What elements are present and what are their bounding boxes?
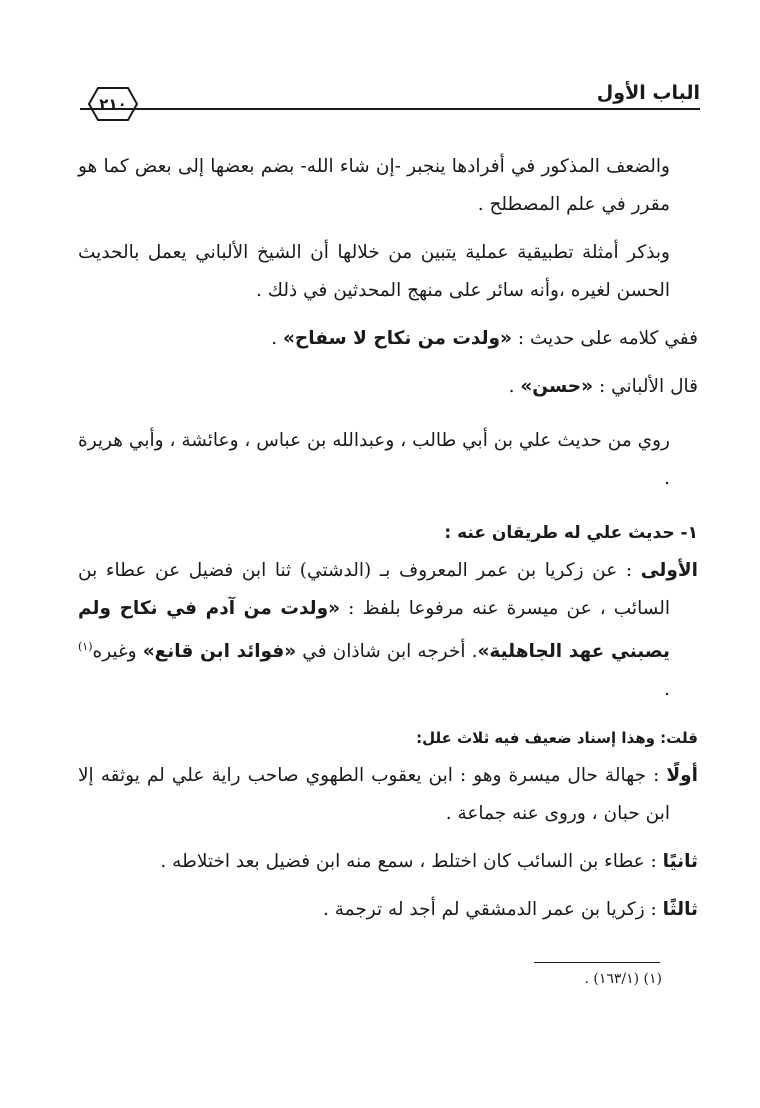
text: : جهالة حال ميسرة وهو : ابن يعقوب الطهوي صاحب راية علي لم يوثقه إلا ابن حبان ، وروى عنه جماعة .	[78, 765, 670, 825]
text: : عطاء بن السائب كان اختلط ، سمع منه ابن فضيل بعد اختلاطه .	[160, 851, 663, 873]
text: وغيره	[92, 641, 143, 663]
subsection-heading: قلت: وهذا إسناد ضعيف فيه ثلاث علل:	[416, 729, 698, 748]
chapter-title: الباب الأول	[596, 82, 700, 104]
paragraph-third-defect	[78, 891, 698, 929]
hadith-quote: «ولدت من آدم في نكاح ولم يصبني عهد الجاهلية»	[78, 598, 670, 663]
paragraph-hadith-intro	[78, 320, 698, 358]
paragraph-text: وبذكر أمثلة تطبيقية عملية يتبين من خلالها أن الشيخ الألباني يعمل بالحديث الحسن لغيره ،وأنه سائر على منهج المحدثين في ذلك .	[78, 242, 670, 301]
lead-word: ثانيًا	[662, 851, 698, 873]
text: : عن زكريا بن عمر المعروف بـ (الدشتي) ثنا ابن فضيل عن عطاء بن السائب ، عن ميسرة عنه مرفوعا بلفظ :	[78, 560, 670, 619]
text: .	[271, 328, 283, 349]
page-body	[78, 148, 698, 929]
footnote-area	[534, 962, 662, 987]
header-rule	[80, 108, 700, 110]
paragraph-second-defect	[78, 843, 698, 881]
text: . أخرجه ابن شاذان في	[296, 641, 478, 663]
footnote-rule	[534, 962, 660, 963]
text: .	[508, 376, 521, 397]
paragraph-albani-verdict	[78, 368, 698, 406]
text: ففي كلامه على حديث :	[512, 328, 698, 349]
text: قال الألباني :	[593, 376, 698, 397]
lead-word: الأولى	[640, 560, 698, 581]
page-header	[80, 78, 700, 124]
paragraph-weakness	[78, 148, 698, 224]
lead-word: ثالثًا	[662, 899, 698, 921]
lead-word: أولًا	[666, 765, 698, 787]
page-number-badge	[88, 86, 138, 122]
footnote-text: (١) (١٦٣/١) .	[584, 971, 662, 987]
paragraph-narrators	[78, 422, 698, 498]
paragraph-text: والضعف المذكور في أفرادها ينجبر -إن شاء الله- بضم بعضها إلى بعض كما هو مقرر في علم المصطلح .	[78, 156, 670, 215]
text: .	[664, 679, 670, 701]
book-title: «فوائد ابن قانع»	[142, 641, 297, 663]
section-heading: ١- حديث علي له طريقان عنه :	[444, 523, 698, 543]
hadith-quote: «ولدت من نكاح لا سفاح»	[282, 328, 513, 349]
verdict-quote: «حسن»	[520, 376, 594, 397]
footnote-reference[interactable]: (١)	[78, 640, 93, 653]
paragraph-first-route	[78, 552, 698, 709]
paragraph-examples	[78, 234, 698, 310]
paragraph-text: روي من حديث علي بن أبي طالب ، وعبدالله بن عباس ، وعائشة ، وأبي هريرة .	[78, 430, 670, 489]
paragraph-first-defect	[78, 757, 698, 833]
text: : زكريا بن عمر الدمشقي لم أجد له ترجمة .	[322, 899, 663, 921]
page-number: ٢١٠	[99, 95, 127, 113]
